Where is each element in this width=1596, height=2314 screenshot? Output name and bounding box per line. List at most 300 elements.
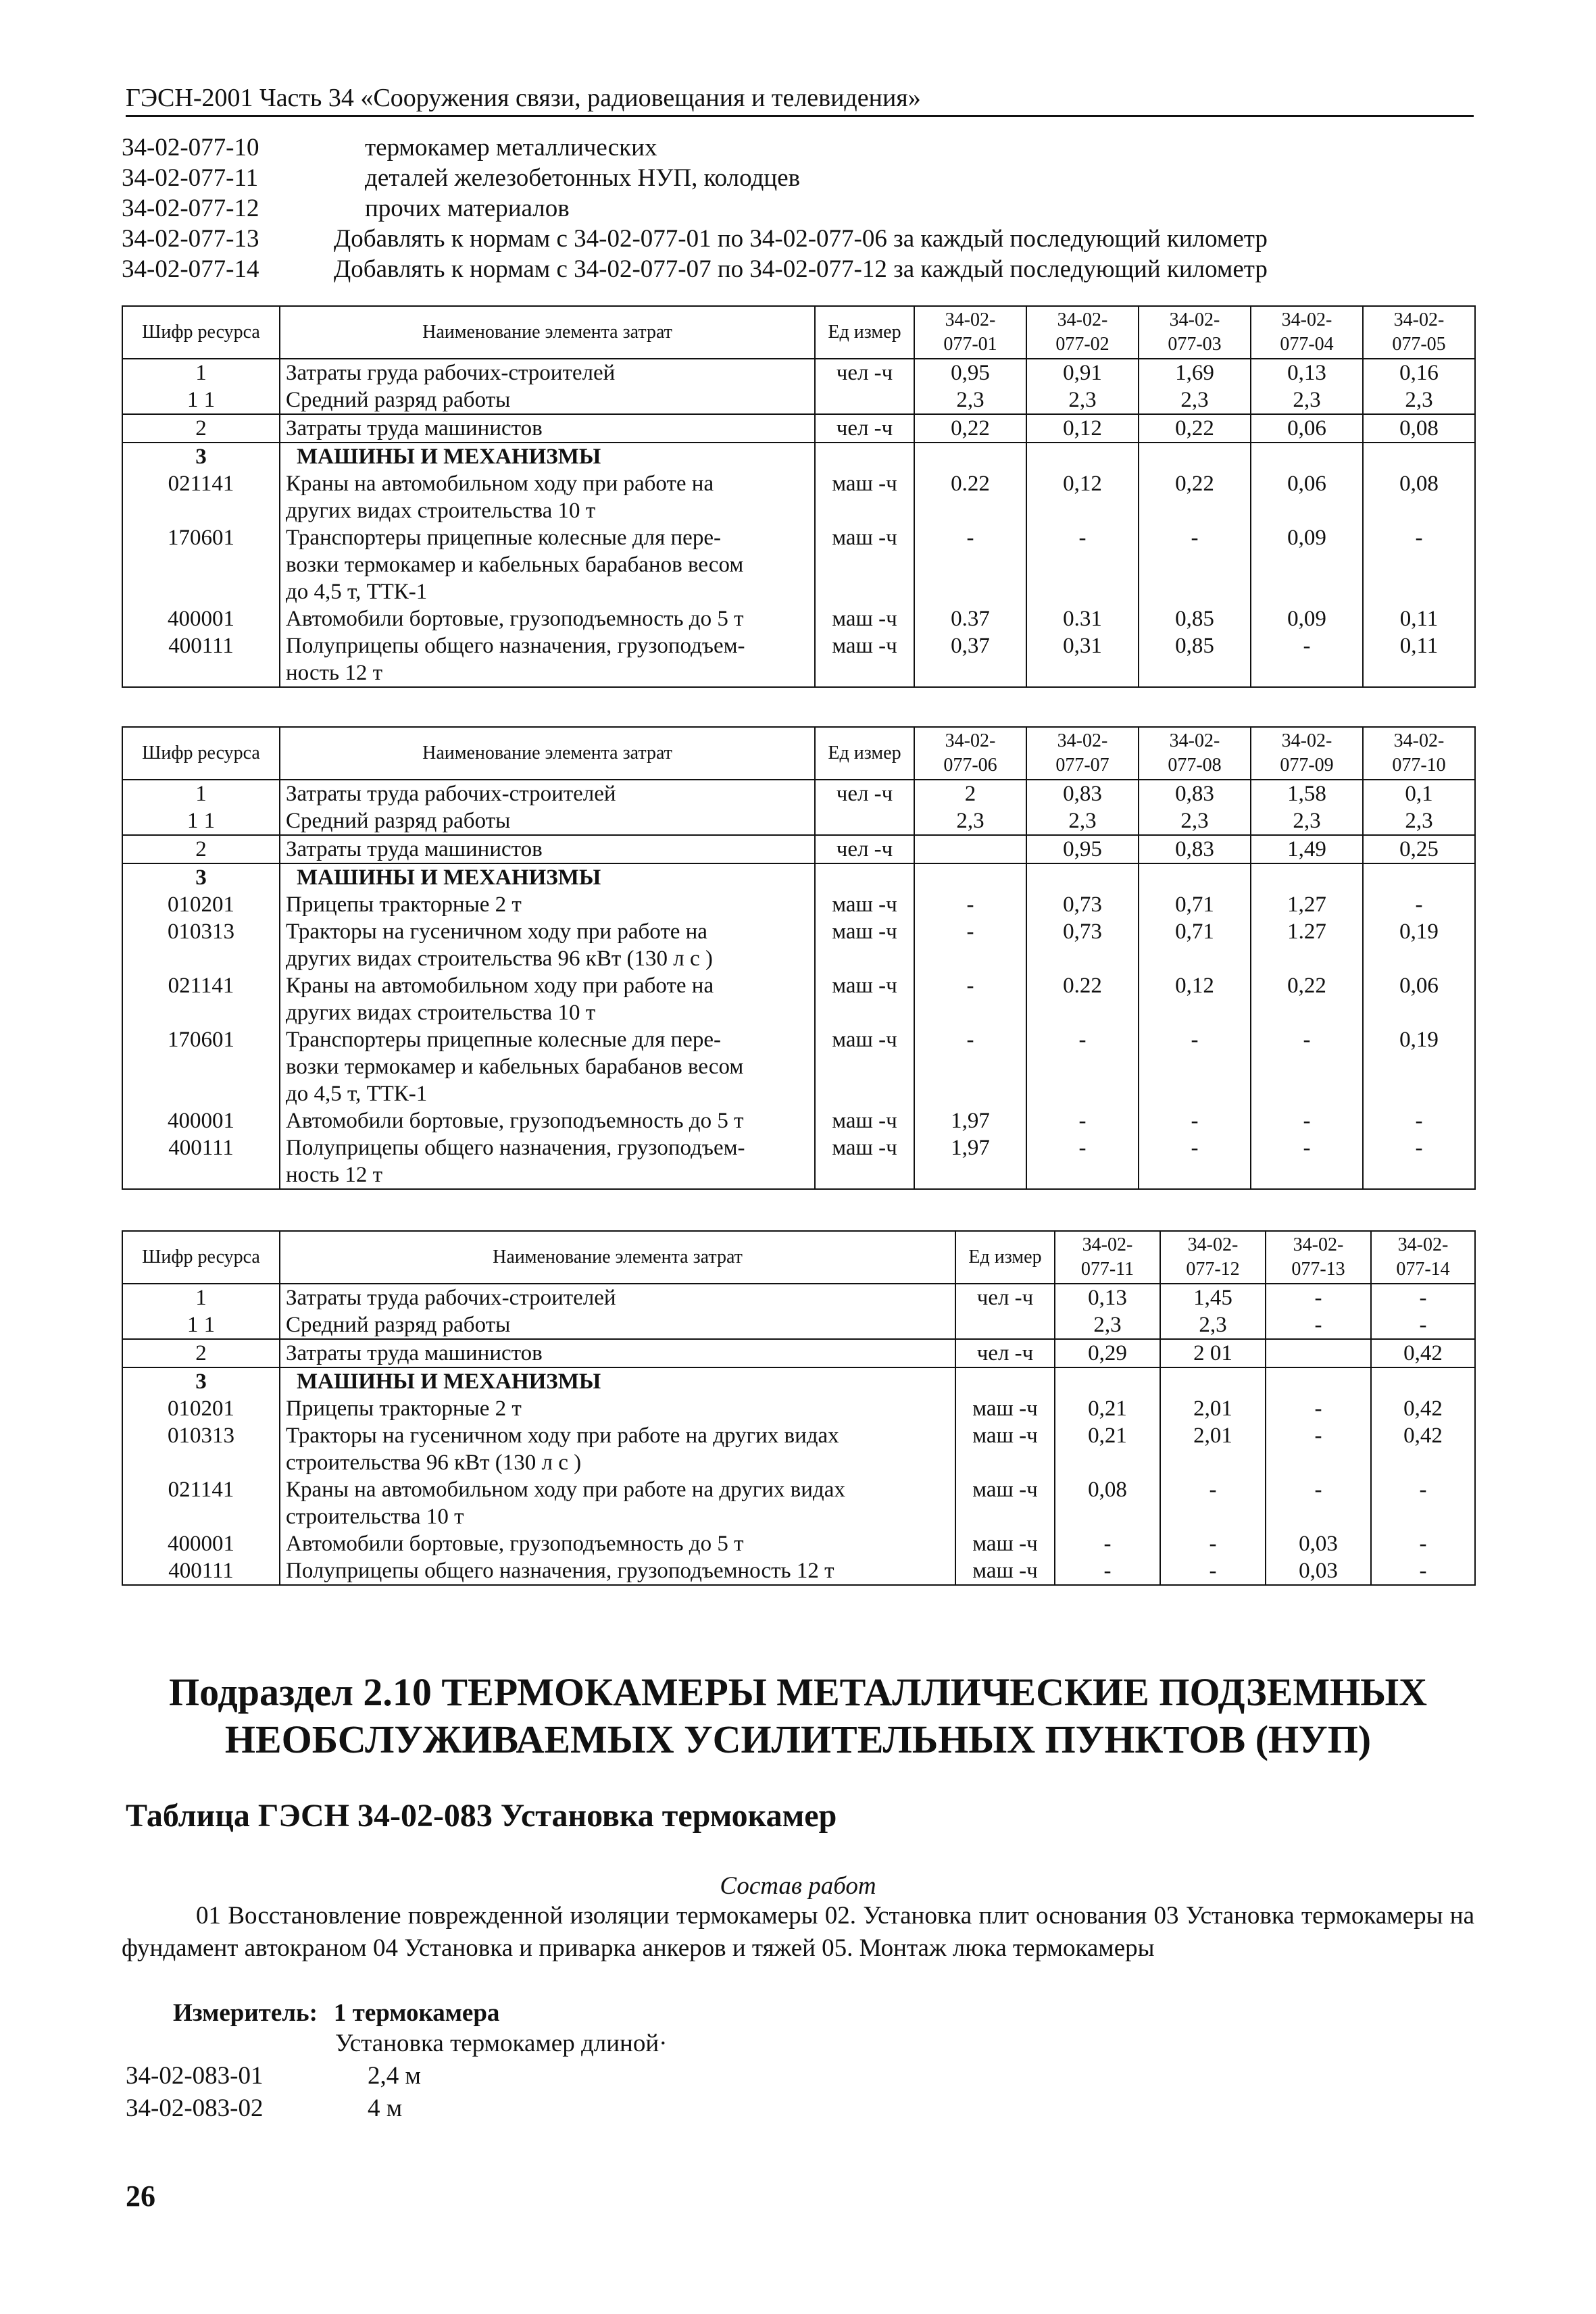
header-norm-line: 34-02-: [1082, 1234, 1133, 1255]
resource-name-line: Тракторы на гусеничном ходу при работе на: [286, 920, 707, 944]
norm-value: -: [1266, 1311, 1371, 1339]
norm-value: -: [1371, 1476, 1475, 1530]
norm-value: -: [1160, 1476, 1266, 1530]
norm-value: 0,08: [1363, 414, 1475, 443]
header-norm-line: 077-01: [943, 334, 997, 355]
norm-value: -: [1026, 1134, 1139, 1189]
resource-code: 400001: [122, 605, 280, 632]
resource-name: [280, 1026, 815, 1107]
header-norm-line: 077-06: [943, 755, 997, 776]
norm-value: 0,85: [1139, 605, 1251, 632]
table-row: [122, 359, 1475, 386]
norm-value: -: [1266, 1395, 1371, 1422]
table-row: [122, 918, 1475, 972]
running-header: ГЭСН-2001 Часть 34 «Сооружения связи, радиовещания и телевидения»: [126, 81, 1474, 117]
norm-value: [1363, 863, 1475, 891]
resource-name-line: возки термокамер и кабельных барабанов весом: [286, 1055, 744, 1079]
norm-value: 0,21: [1055, 1422, 1160, 1476]
norm-value: [1026, 443, 1139, 470]
norm-value: 0,1: [1363, 780, 1475, 807]
norm-value: 0,06: [1251, 414, 1363, 443]
code: 34-02-077-12: [122, 195, 259, 222]
norm-value: -: [1026, 524, 1139, 605]
resource-name-line: Затраты труда машинистов: [286, 1341, 543, 1365]
norm-value: 0,08: [1055, 1476, 1160, 1530]
subsection-title-line: Подраздел 2.10 ТЕРМОКАМЕРЫ МЕТАЛЛИЧЕСКИЕ ПОДЗЕМНЫХ: [168, 1670, 1428, 1714]
table-row: [122, 414, 1475, 443]
norm-value: 0,42: [1371, 1422, 1475, 1476]
header-norm-code: [1363, 306, 1475, 359]
resource-name-line: Средний разряд работы: [286, 1313, 511, 1337]
header-name: Наименование элемента затрат: [280, 1231, 955, 1284]
resource-name-line: Автомобили бортовые, грузоподъемность до 5 т: [286, 1109, 744, 1133]
norm-value: [1139, 863, 1251, 891]
table-row: [122, 1530, 1475, 1557]
norm-value: 2,3: [1026, 807, 1139, 835]
table-body: [122, 359, 1475, 687]
resource-name-line: МАШИНЫ И МЕХАНИЗМЫ: [297, 445, 601, 469]
norm-value: [914, 863, 1026, 891]
norm-value: [914, 835, 1026, 863]
works-text: [122, 1900, 1474, 1965]
resource-name: [280, 1311, 955, 1339]
resource-code: 400111: [122, 1557, 280, 1585]
norm-value: 0,22: [1251, 972, 1363, 1026]
norm-value: [1055, 1367, 1160, 1395]
table-row: [122, 524, 1475, 605]
resource-name: [280, 1422, 955, 1476]
table-head: [122, 306, 1475, 359]
header-norm-line: 077-07: [1055, 755, 1109, 776]
table-row: [122, 1422, 1475, 1476]
header-code: Шифр ресурса: [122, 306, 280, 359]
norm-value: -: [1363, 524, 1475, 605]
resource-name: [280, 807, 815, 835]
resource-code: 2: [122, 414, 280, 443]
header-norm-line: 077-14: [1396, 1259, 1450, 1280]
norm-value: 0,29: [1055, 1339, 1160, 1367]
code: 34-02-077-11: [122, 164, 259, 192]
resource-unit: чел -ч: [955, 1339, 1055, 1367]
header-norm-code: [1055, 1231, 1160, 1284]
norm-value: 0,13: [1055, 1284, 1160, 1311]
header-norm-line: 077-11: [1080, 1259, 1134, 1280]
table-row: [122, 1107, 1475, 1134]
resource-unit: маш -ч: [815, 605, 914, 632]
table-row: [122, 632, 1475, 687]
norm-value: 0,42: [1371, 1395, 1475, 1422]
resource-name: [280, 359, 815, 386]
header-norm-line: 34-02-: [1169, 730, 1220, 751]
resource-name-line: Затраты труда машинистов: [286, 837, 543, 861]
norm-value: 0,73: [1026, 918, 1139, 972]
header-norm-line: 077-13: [1291, 1259, 1345, 1280]
norm-value: 2 01: [1160, 1339, 1266, 1367]
resource-name: [280, 863, 815, 891]
code: 34-02-077-10: [122, 134, 259, 161]
resource-name-line: других видах строительства 96 кВт (130 л с ): [286, 947, 713, 971]
code-row: [122, 193, 1473, 224]
table-head: [122, 1231, 1475, 1284]
norm-value: 0,71: [1139, 891, 1251, 918]
norm-value: -: [914, 524, 1026, 605]
resource-name: [280, 972, 815, 1026]
norm-value: -: [1363, 1107, 1475, 1134]
code-row: [122, 254, 1473, 284]
resource-name: [280, 632, 815, 687]
resource-unit: чел -ч: [815, 835, 914, 863]
header-norm-code: [1026, 306, 1139, 359]
resource-name: [280, 414, 815, 443]
header-norm-code: [1139, 306, 1251, 359]
resource-unit: маш -ч: [815, 524, 914, 605]
code-text: Добавлять к нормам с 34-02-077-01 по 34-02-077-06 за каждый последующий километр: [334, 225, 1268, 253]
resource-name-line: до 4,5 т, ТТК-1: [286, 580, 428, 604]
resource-unit: [955, 1311, 1055, 1339]
header-row: [122, 306, 1475, 359]
header-norm-line: 34-02-: [1057, 730, 1108, 751]
norm-value: 1,27: [1251, 891, 1363, 918]
resource-unit: [815, 443, 914, 470]
header-norm-code: [1251, 306, 1363, 359]
norm-value: -: [1371, 1284, 1475, 1311]
resource-unit: чел -ч: [815, 780, 914, 807]
resource-name-line: до 4,5 т, ТТК-1: [286, 1082, 428, 1106]
resource-name: [280, 605, 815, 632]
table-row: [122, 1026, 1475, 1107]
resource-name: [280, 386, 815, 414]
norm-value: 2,3: [914, 386, 1026, 414]
resource-unit: маш -ч: [815, 972, 914, 1026]
norm-value: -: [1139, 1134, 1251, 1189]
resource-unit: маш -ч: [815, 891, 914, 918]
resource-name: [280, 1530, 955, 1557]
resource-code: 400111: [122, 1134, 280, 1189]
table-row: [122, 891, 1475, 918]
norm-value: -: [1266, 1422, 1371, 1476]
norm-value: 2,3: [914, 807, 1026, 835]
header-norm-line: 077-12: [1186, 1259, 1240, 1280]
code-text: 2,4 м: [368, 2062, 421, 2090]
norm-value: 0,12: [1139, 972, 1251, 1026]
resource-name-line: других видах строительства 10 т: [286, 1001, 596, 1025]
table-row: [122, 443, 1475, 470]
resource-unit: маш -ч: [955, 1476, 1055, 1530]
norm-value: [1266, 1367, 1371, 1395]
resource-name: [280, 780, 815, 807]
resource-code: 2: [122, 835, 280, 863]
resource-code: 010313: [122, 1422, 280, 1476]
norm-value: 0,06: [1363, 972, 1475, 1026]
norm-value: 0,22: [1139, 470, 1251, 524]
code: 34-02-077-13: [122, 225, 259, 253]
resource-unit: маш -ч: [955, 1530, 1055, 1557]
norm-value: [914, 443, 1026, 470]
norm-value: 0,73: [1026, 891, 1139, 918]
norm-value: [1363, 443, 1475, 470]
norm-value: 0,22: [914, 414, 1026, 443]
resource-name-line: строительства 96 кВт (130 л с ): [286, 1451, 582, 1475]
resource-name: [280, 835, 815, 863]
header-norm-line: 34-02-: [1187, 1234, 1239, 1255]
measure-value: 1 термокамера: [333, 1999, 500, 2027]
header-norm-code: [1371, 1231, 1475, 1284]
header-norm-code: [914, 727, 1026, 780]
resource-unit: маш -ч: [815, 1026, 914, 1107]
resource-code: 021141: [122, 972, 280, 1026]
norm-value: -: [1055, 1530, 1160, 1557]
header-row: [122, 727, 1475, 780]
header-norm-line: 34-02-: [1169, 309, 1220, 330]
norm-value: -: [1251, 1107, 1363, 1134]
table-row: [122, 1134, 1475, 1189]
table-row: [122, 1557, 1475, 1585]
resource-name: [280, 1284, 955, 1311]
header-norm-line: 077-09: [1280, 755, 1334, 776]
table-head: [122, 727, 1475, 780]
resource-unit: маш -ч: [955, 1557, 1055, 1585]
norm-value: 0,03: [1266, 1530, 1371, 1557]
norm-value: -: [914, 891, 1026, 918]
header-norm-line: 077-02: [1055, 334, 1109, 355]
norm-value: [1251, 863, 1363, 891]
resource-name-line: возки термокамер и кабельных барабанов весом: [286, 553, 744, 577]
code-row: [122, 132, 1473, 163]
norm-value: -: [914, 972, 1026, 1026]
resource-name: [280, 1476, 955, 1530]
resource-unit: маш -ч: [815, 1107, 914, 1134]
norm-value: 2,3: [1251, 386, 1363, 414]
norm-value: 2,3: [1055, 1311, 1160, 1339]
measure-label: Измеритель:: [173, 1999, 318, 2027]
resource-name: [280, 1367, 955, 1395]
resource-code: 3: [122, 863, 280, 891]
norm-value: -: [914, 918, 1026, 972]
resource-name: [280, 918, 815, 972]
norm-value: 0,83: [1026, 780, 1139, 807]
norm-value: -: [1266, 1284, 1371, 1311]
table-body: [122, 780, 1475, 1189]
resource-name-line: других видах строительства 10 т: [286, 499, 596, 523]
norm-value: 1,69: [1139, 359, 1251, 386]
norm-value: 2,3: [1363, 807, 1475, 835]
header-norm-line: 34-02-: [1393, 730, 1445, 751]
resource-name-line: Полуприцепы общего назначения, грузоподъем-: [286, 1136, 745, 1160]
resource-name: [280, 1557, 955, 1585]
norm-value: 2,3: [1251, 807, 1363, 835]
header-norm-line: 077-04: [1280, 334, 1334, 355]
resource-unit: чел -ч: [815, 359, 914, 386]
resource-name-line: Краны на автомобильном ходу при работе на: [286, 472, 714, 496]
subsection-title-line: НЕОБСЛУЖИВАЕМЫХ УСИЛИТЕЛЬНЫХ ПУНКТОВ (НУП): [224, 1717, 1372, 1761]
table-row: [122, 1476, 1475, 1530]
resource-table-1: [122, 305, 1476, 688]
norm-value: 2,3: [1139, 386, 1251, 414]
table-row: [122, 386, 1475, 414]
resource-unit: [815, 386, 914, 414]
code: 34-02-077-14: [122, 255, 259, 283]
header-norm-code: [914, 306, 1026, 359]
table-row: [122, 972, 1475, 1026]
header-norm-line: 34-02-: [1393, 309, 1445, 330]
resource-code: 1: [122, 359, 280, 386]
norm-value: 0,21: [1055, 1395, 1160, 1422]
header-norm-line: 34-02-: [1281, 730, 1332, 751]
header-norm-line: 077-10: [1392, 755, 1446, 776]
code-row: [122, 163, 1473, 193]
resource-code: 400111: [122, 632, 280, 687]
code-text: Добавлять к нормам с 34-02-077-07 по 34-02-077-12 за каждый последующий километр: [334, 255, 1268, 283]
norm-value: 2,01: [1160, 1422, 1266, 1476]
table-row: [122, 605, 1475, 632]
norm-value: 0,83: [1139, 835, 1251, 863]
resource-name-line: Прицепы тракторные 2 т: [286, 1397, 522, 1421]
resource-name: [280, 1339, 955, 1367]
norm-value: -: [914, 1026, 1026, 1107]
norm-value: 2,3: [1160, 1311, 1266, 1339]
header-norm-line: 077-03: [1168, 334, 1222, 355]
norm-value: 0,22: [1139, 414, 1251, 443]
norm-value: [1139, 443, 1251, 470]
resource-table-2: [122, 726, 1476, 1190]
norm-value: 2,01: [1160, 1395, 1266, 1422]
resource-unit: маш -ч: [815, 470, 914, 524]
norm-value: -: [1251, 1134, 1363, 1189]
header-code: Шифр ресурса: [122, 727, 280, 780]
resource-code: 1 1: [122, 386, 280, 414]
norm-value: 1,97: [914, 1107, 1026, 1134]
header-norm-code: [1160, 1231, 1266, 1284]
measure: [173, 1998, 499, 2028]
norm-value: -: [1251, 632, 1363, 687]
page-number: 26: [126, 2180, 155, 2213]
code-list: [122, 132, 1473, 284]
norm-value: 0,42: [1371, 1339, 1475, 1367]
header-norm-line: 077-08: [1168, 755, 1222, 776]
resource-unit: [955, 1367, 1055, 1395]
norm-value: 0,25: [1363, 835, 1475, 863]
resource-code: 021141: [122, 470, 280, 524]
header-norm-line: 077-05: [1392, 334, 1446, 355]
header-row: [122, 1231, 1475, 1284]
resource-code: 1 1: [122, 1311, 280, 1339]
table-row: [122, 780, 1475, 807]
header-norm-code: [1363, 727, 1475, 780]
subsection-title: [122, 1669, 1474, 1763]
works-title: Состав работ: [720, 1872, 876, 1900]
code: 34-02-083-01: [126, 2062, 264, 2090]
norm-value: -: [1139, 524, 1251, 605]
resource-code: 400001: [122, 1107, 280, 1134]
resource-name-line: Краны на автомобильном ходу при работе на: [286, 974, 714, 998]
norm-value: -: [1055, 1557, 1160, 1585]
header-unit: Ед измер: [955, 1231, 1055, 1284]
header-unit: Ед измер: [815, 727, 914, 780]
resource-code: 010201: [122, 891, 280, 918]
header-name: Наименование элемента затрат: [280, 306, 815, 359]
norm-value: [1266, 1339, 1371, 1367]
resource-name-line: Тракторы на гусеничном ходу при работе на других видах: [286, 1424, 839, 1448]
norm-value: 0,83: [1139, 780, 1251, 807]
header-code: Шифр ресурса: [122, 1231, 280, 1284]
table-title: Таблица ГЭСН 34-02-083 Установка термокамер: [126, 1798, 837, 1834]
resource-name-line: строительства 10 т: [286, 1505, 464, 1529]
norm-value: 0,95: [914, 359, 1026, 386]
norm-value: 0,16: [1363, 359, 1475, 386]
resource-name-line: Затраты труда рабочих-строителей: [286, 782, 616, 806]
norm-value: 0,37: [914, 632, 1026, 687]
resource-unit: [815, 863, 914, 891]
norm-value: 2: [914, 780, 1026, 807]
header-norm-line: 34-02-: [945, 309, 996, 330]
header-norm-line: 34-02-: [1397, 1234, 1449, 1255]
table-body: [122, 1284, 1475, 1585]
resource-code: 1: [122, 1284, 280, 1311]
code: 34-02-083-02: [126, 2094, 264, 2122]
norm-value: 0.31: [1026, 605, 1139, 632]
norm-value: -: [1251, 1026, 1363, 1107]
resource-name-line: Средний разряд работы: [286, 809, 511, 833]
norm-value: 0,03: [1266, 1557, 1371, 1585]
header-norm-line: 34-02-: [1281, 309, 1332, 330]
norm-value: 1.27: [1251, 918, 1363, 972]
norm-value: 0,06: [1251, 470, 1363, 524]
norm-value: [1371, 1367, 1475, 1395]
header-norm-line: 34-02-: [1293, 1234, 1344, 1255]
resource-code: 010201: [122, 1395, 280, 1422]
table-row: [122, 1284, 1475, 1311]
header-norm-code: [1026, 727, 1139, 780]
resource-name-line: Автомобили бортовые, грузоподъемность до 5 т: [286, 1532, 744, 1556]
norm-value: -: [1160, 1530, 1266, 1557]
resource-name-line: Полуприцепы общего назначения, грузоподъемность 12 т: [286, 1559, 834, 1583]
resource-name-line: Прицепы тракторные 2 т: [286, 892, 522, 917]
norm-value: -: [1026, 1026, 1139, 1107]
resource-unit: маш -ч: [815, 632, 914, 687]
resource-name-line: Транспортеры прицепные колесные для пере-: [286, 526, 721, 550]
resource-name-line: ность 12 т: [286, 661, 383, 685]
header-norm-line: 34-02-: [1057, 309, 1108, 330]
resource-unit: маш -ч: [955, 1395, 1055, 1422]
norm-value: -: [1266, 1476, 1371, 1530]
resource-unit: маш -ч: [955, 1422, 1055, 1476]
code-text: термокамер металлических: [365, 134, 657, 161]
resource-name-line: Транспортеры прицепные колесные для пере-: [286, 1028, 721, 1052]
header-norm-code: [1139, 727, 1251, 780]
resource-name-line: Краны на автомобильном ходу при работе на других видах: [286, 1478, 845, 1502]
norm-value: 0.22: [1026, 972, 1139, 1026]
norm-value: -: [1139, 1107, 1251, 1134]
norm-value: 0,11: [1363, 605, 1475, 632]
header-name: Наименование элемента затрат: [280, 727, 815, 780]
norm-value: -: [1363, 1134, 1475, 1189]
resource-name-line: Средний разряд работы: [286, 388, 511, 412]
norm-value: 1,49: [1251, 835, 1363, 863]
norm-value: 1,58: [1251, 780, 1363, 807]
resource-name: [280, 1107, 815, 1134]
resource-name-line: Автомобили бортовые, грузоподъемность до 5 т: [286, 607, 744, 631]
table-row: [122, 1339, 1475, 1367]
resource-name: [280, 524, 815, 605]
resource-name-line: Затраты труда машинистов: [286, 416, 543, 441]
resource-name: [280, 443, 815, 470]
resource-name: [280, 891, 815, 918]
norm-value: 0,19: [1363, 918, 1475, 972]
measure-subtitle: Установка термокамер длиной·: [335, 2030, 668, 2057]
norm-value: 0,31: [1026, 632, 1139, 687]
code-text: прочих материалов: [365, 195, 570, 222]
norm-value: -: [1363, 891, 1475, 918]
